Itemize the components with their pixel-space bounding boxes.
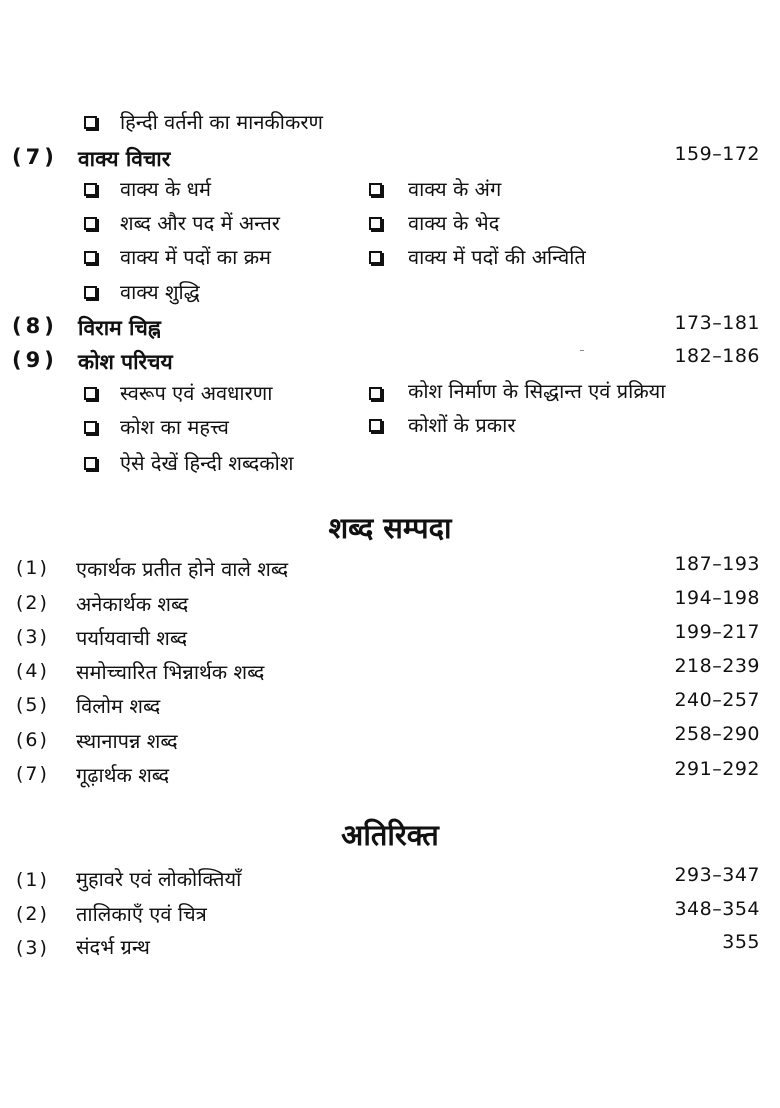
entry-title: विलोम शब्द [76,694,161,718]
chapter-page-range: 159–172 [674,143,760,165]
entry-page-range: 293–347 [674,864,760,886]
checkbox-square-icon [369,217,382,230]
scan-speck [580,350,584,351]
checkbox-square-icon [84,251,97,264]
checkbox-square-icon [369,251,382,264]
checkbox-square-icon [84,286,97,299]
entry-title: मुहावरे एवं लोकोक्तियाँ [76,867,242,891]
entry-number: (3) [16,937,49,959]
entry-page-range: 240–257 [674,689,760,711]
subtopic-text: कोश निर्माण के सिद्धान्त एवं प्रक्रिया [408,379,666,403]
chapter-number: (7) [12,145,58,169]
entry-page-range: 258–290 [674,723,760,745]
entry-title: अनेकार्थक शब्द [76,592,189,616]
entry-number: (5) [16,694,49,716]
entry-title: एकार्थक प्रतीत होने वाले शब्द [76,557,289,581]
checkbox-square-icon [84,387,97,400]
chapter-number: (8) [12,314,58,338]
entry-title: समोच्चारित भिन्नार्थक शब्द [76,660,265,684]
chapter-page-range: 182–186 [674,345,760,367]
checkbox-square-icon [369,183,382,196]
chapter-title: वाक्य विचार [78,147,171,171]
subtopic-text: ऐसे देखें हिन्दी शब्दकोश [120,451,294,475]
section-heading: अतिरिक्त [341,818,439,852]
chapter-page-range: 173–181 [674,312,760,334]
chapter-number: (9) [12,348,58,372]
subtopic-text: वाक्य के धर्म [120,177,211,201]
entry-title: तालिकाएँ एवं चित्र [76,902,207,926]
entry-number: (4) [16,660,49,682]
entry-number: (2) [16,903,49,925]
subtopic-text: वाक्य शुद्धि [120,280,200,304]
entry-number: (6) [16,729,49,751]
subtopic-text: शब्द और पद में अन्तर [120,211,280,235]
subtopic-text: हिन्दी वर्तनी का मानकीकरण [120,110,323,134]
entry-title: संदर्भ ग्रन्थ [76,935,150,959]
subtopic-text: वाक्य में पदों का क्रम [120,245,272,269]
entry-page-range: 348–354 [674,898,760,920]
entry-page-range: 199–217 [674,621,760,643]
entry-number: (3) [16,626,49,648]
checkbox-square-icon [84,217,97,230]
entry-number: (1) [16,869,49,891]
chapter-title: विराम चिह्न [78,316,161,340]
checkbox-square-icon [369,387,382,400]
checkbox-square-icon [84,457,97,470]
entry-number: (2) [16,592,49,614]
entry-page-range: 218–239 [674,655,760,677]
subtopic-text: कोश का महत्त्व [120,415,229,439]
entry-number: (7) [16,763,49,785]
subtopic-text: स्वरूप एवं अवधारणा [120,381,273,405]
checkbox-square-icon [369,419,382,432]
section-heading: शब्द सम्पदा [328,511,452,545]
entry-title: गूढ़ार्थक शब्द [76,763,170,787]
checkbox-square-icon [84,183,97,196]
entry-page-range: 291–292 [674,758,760,780]
chapter-title: कोश परिचय [78,350,173,374]
entry-title: स्थानापन्न शब्द [76,729,178,753]
entry-number: (1) [16,557,49,579]
entry-title: पर्यायवाची शब्द [76,626,188,650]
checkbox-square-icon [84,421,97,434]
subtopic-text: वाक्य के अंग [408,177,502,201]
entry-page-range: 187–193 [674,553,760,575]
entry-page-range: 355 [722,931,760,953]
checkbox-square-icon [84,116,97,129]
subtopic-text: कोशों के प्रकार [408,413,516,437]
subtopic-text: वाक्य में पदों की अन्विति [408,245,586,269]
subtopic-text: वाक्य के भेद [408,211,500,235]
entry-page-range: 194–198 [674,587,760,609]
